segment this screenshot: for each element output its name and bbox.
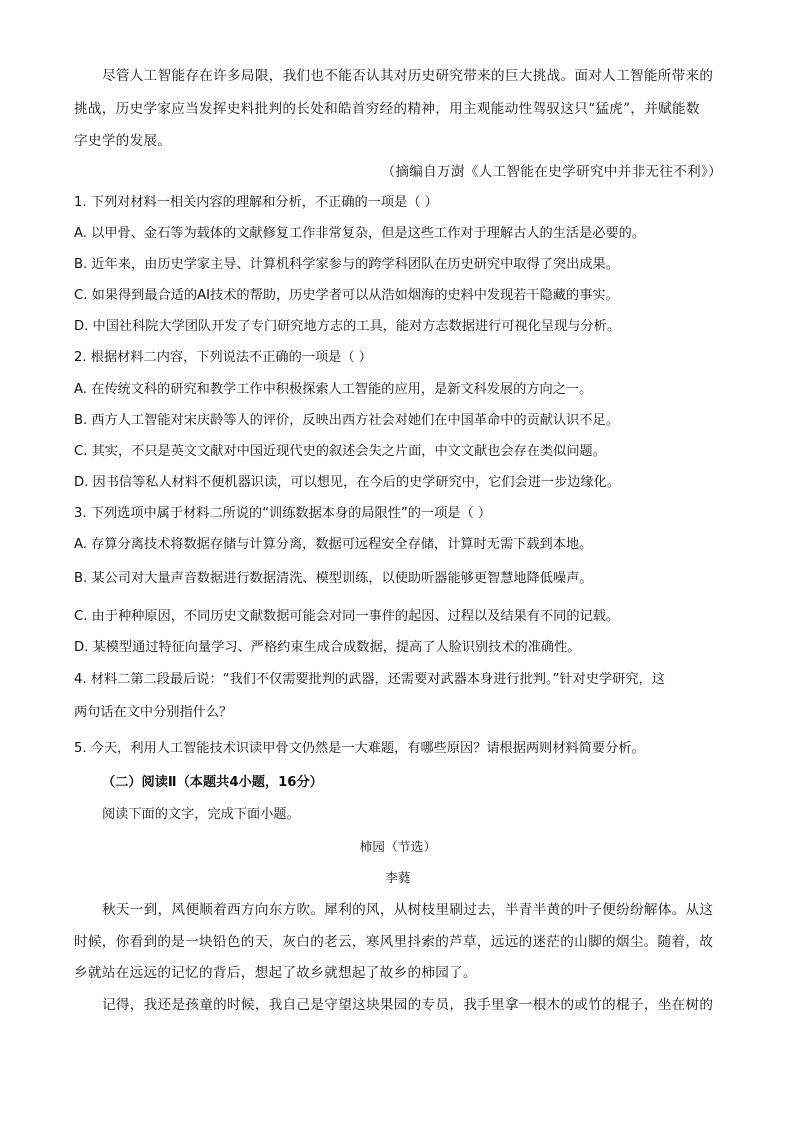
q3-option-b: B. 某公司对大量声音数据进行数据清洗、模型训练，以使助听器能够更智慧地降低噪声。 <box>74 571 593 586</box>
q3-option-c: C. 由于种种原因，不同历史文献数据可能会对同一事件的起因、过程以及结果有不同的记载。 <box>74 609 620 624</box>
q2-option-c: C. 其实，不只是英文文献对中国近现代史的叙述会失之片面，中文文献也会存在类似问题。 <box>74 444 606 459</box>
q5-text: 5. 今天，利用人工智能技术识读甲骨文仍然是一大难题，有哪些原因？请根据两则材料简要分析。 <box>74 741 645 756</box>
article-line-4: 记得，我还是孩童的时候，我自己是守望这块果园的专员，我手里拿一根木的或竹的棍子，坐在树的 <box>102 997 714 1013</box>
passage1-line-1: 尽管人工智能存在许多局限，我们也不能否认其对历史研究带来的巨大挑战。面对人工智能所带来的 <box>102 68 714 84</box>
q1-option-a: A. 以甲骨、金石等为载体的文献修复工作非常复杂，但是这些工作对于理解古人的生活是必要的。 <box>74 226 646 241</box>
passage1-line-2: 挑战，历史学家应当发挥史料批判的长处和皓首穷经的精神，用主观能动性驾驭这只“猛虎”，并赋能数 <box>74 101 700 117</box>
q1-option-c: C. 如果得到最合适的AI技术的帮助，历史学者可以从浩如烟海的史料中发现若干隐藏的事实。 <box>74 288 619 303</box>
q4-line-2: 两句话在文中分别指什么？ <box>74 705 233 720</box>
q3-option-a: A. 存算分离技术将数据存储与计算分离，数据可远程安全存储，计算时无需下载到本地。 <box>74 537 593 552</box>
article-title: 柿园（节选） <box>359 839 437 854</box>
passage1-line-3: 字史学的发展。 <box>74 133 172 149</box>
q2-option-d: D. 因书信等私人材料不便机器识读，可以想见，在今后的史学研究中，它们会进一步边缘化。 <box>74 475 621 490</box>
q1-option-b: B. 近年来，由历史学家主导、计算机科学家参与的跨学科团队在历史研究中取得了突出成果。 <box>74 257 619 272</box>
q2-option-a: A. 在传统文科的研究和教学工作中积极探索人工智能的应用，是新文科发展的方向之一。 <box>74 382 593 397</box>
q2-stem: 2. 根据材料二内容，下列说法不正确的一项是（ ） <box>74 350 372 365</box>
article-author: 李蕤 <box>385 870 411 885</box>
article-line-1: 秋天一到，风便顺着西方向东方吹。犀利的风，从树枝里刷过去，半青半黄的叶子便纷纷解体。从这 <box>102 902 714 918</box>
q1-stem: 1. 下列对材料一相关内容的理解和分析，不正确的一项是（ ） <box>74 195 438 210</box>
article-line-2: 时候，你看到的是一块铅色的天，灰白的老云，寒风里抖索的芦草，远远的迷茫的山脚的烟尘。随着，故 <box>74 934 714 950</box>
q2-option-b: B. 西方人工智能对宋庆龄等人的评价，反映出西方社会对她们在中国革命中的贡献认识不足。 <box>74 413 619 428</box>
passage1-source: （摘编自万澍《人工智能在史学研究中并非无往不利》） <box>381 164 722 180</box>
section2-instruction: 阅读下面的文字，完成下面小题。 <box>102 807 300 822</box>
q4-line-1: 4. 材料二第二段最后说：“我们不仅需要批判的武器，还需要对武器本身进行批判。”针对史学研究，这 <box>74 672 665 687</box>
q3-stem: 3. 下列选项中属于材料二所说的“训练数据本身的局限性”的一项是（ ） <box>74 506 492 521</box>
article-line-3: 乡就站在远远的记忆的背后，想起了故乡就想起了故乡的柿园了。 <box>74 965 477 981</box>
q1-option-d: D. 中国社科院大学团队开发了专门研究地方志的工具，能对方志数据进行可视化呈现与分析。 <box>74 319 621 334</box>
section2-heading: （二）阅读Ⅱ（本题共4小题，16分） <box>102 775 323 790</box>
q3-option-d: D. 某模型通过特征向量学习、严格约束生成合成数据，提高了人脸识别技术的准确性。 <box>74 640 581 655</box>
